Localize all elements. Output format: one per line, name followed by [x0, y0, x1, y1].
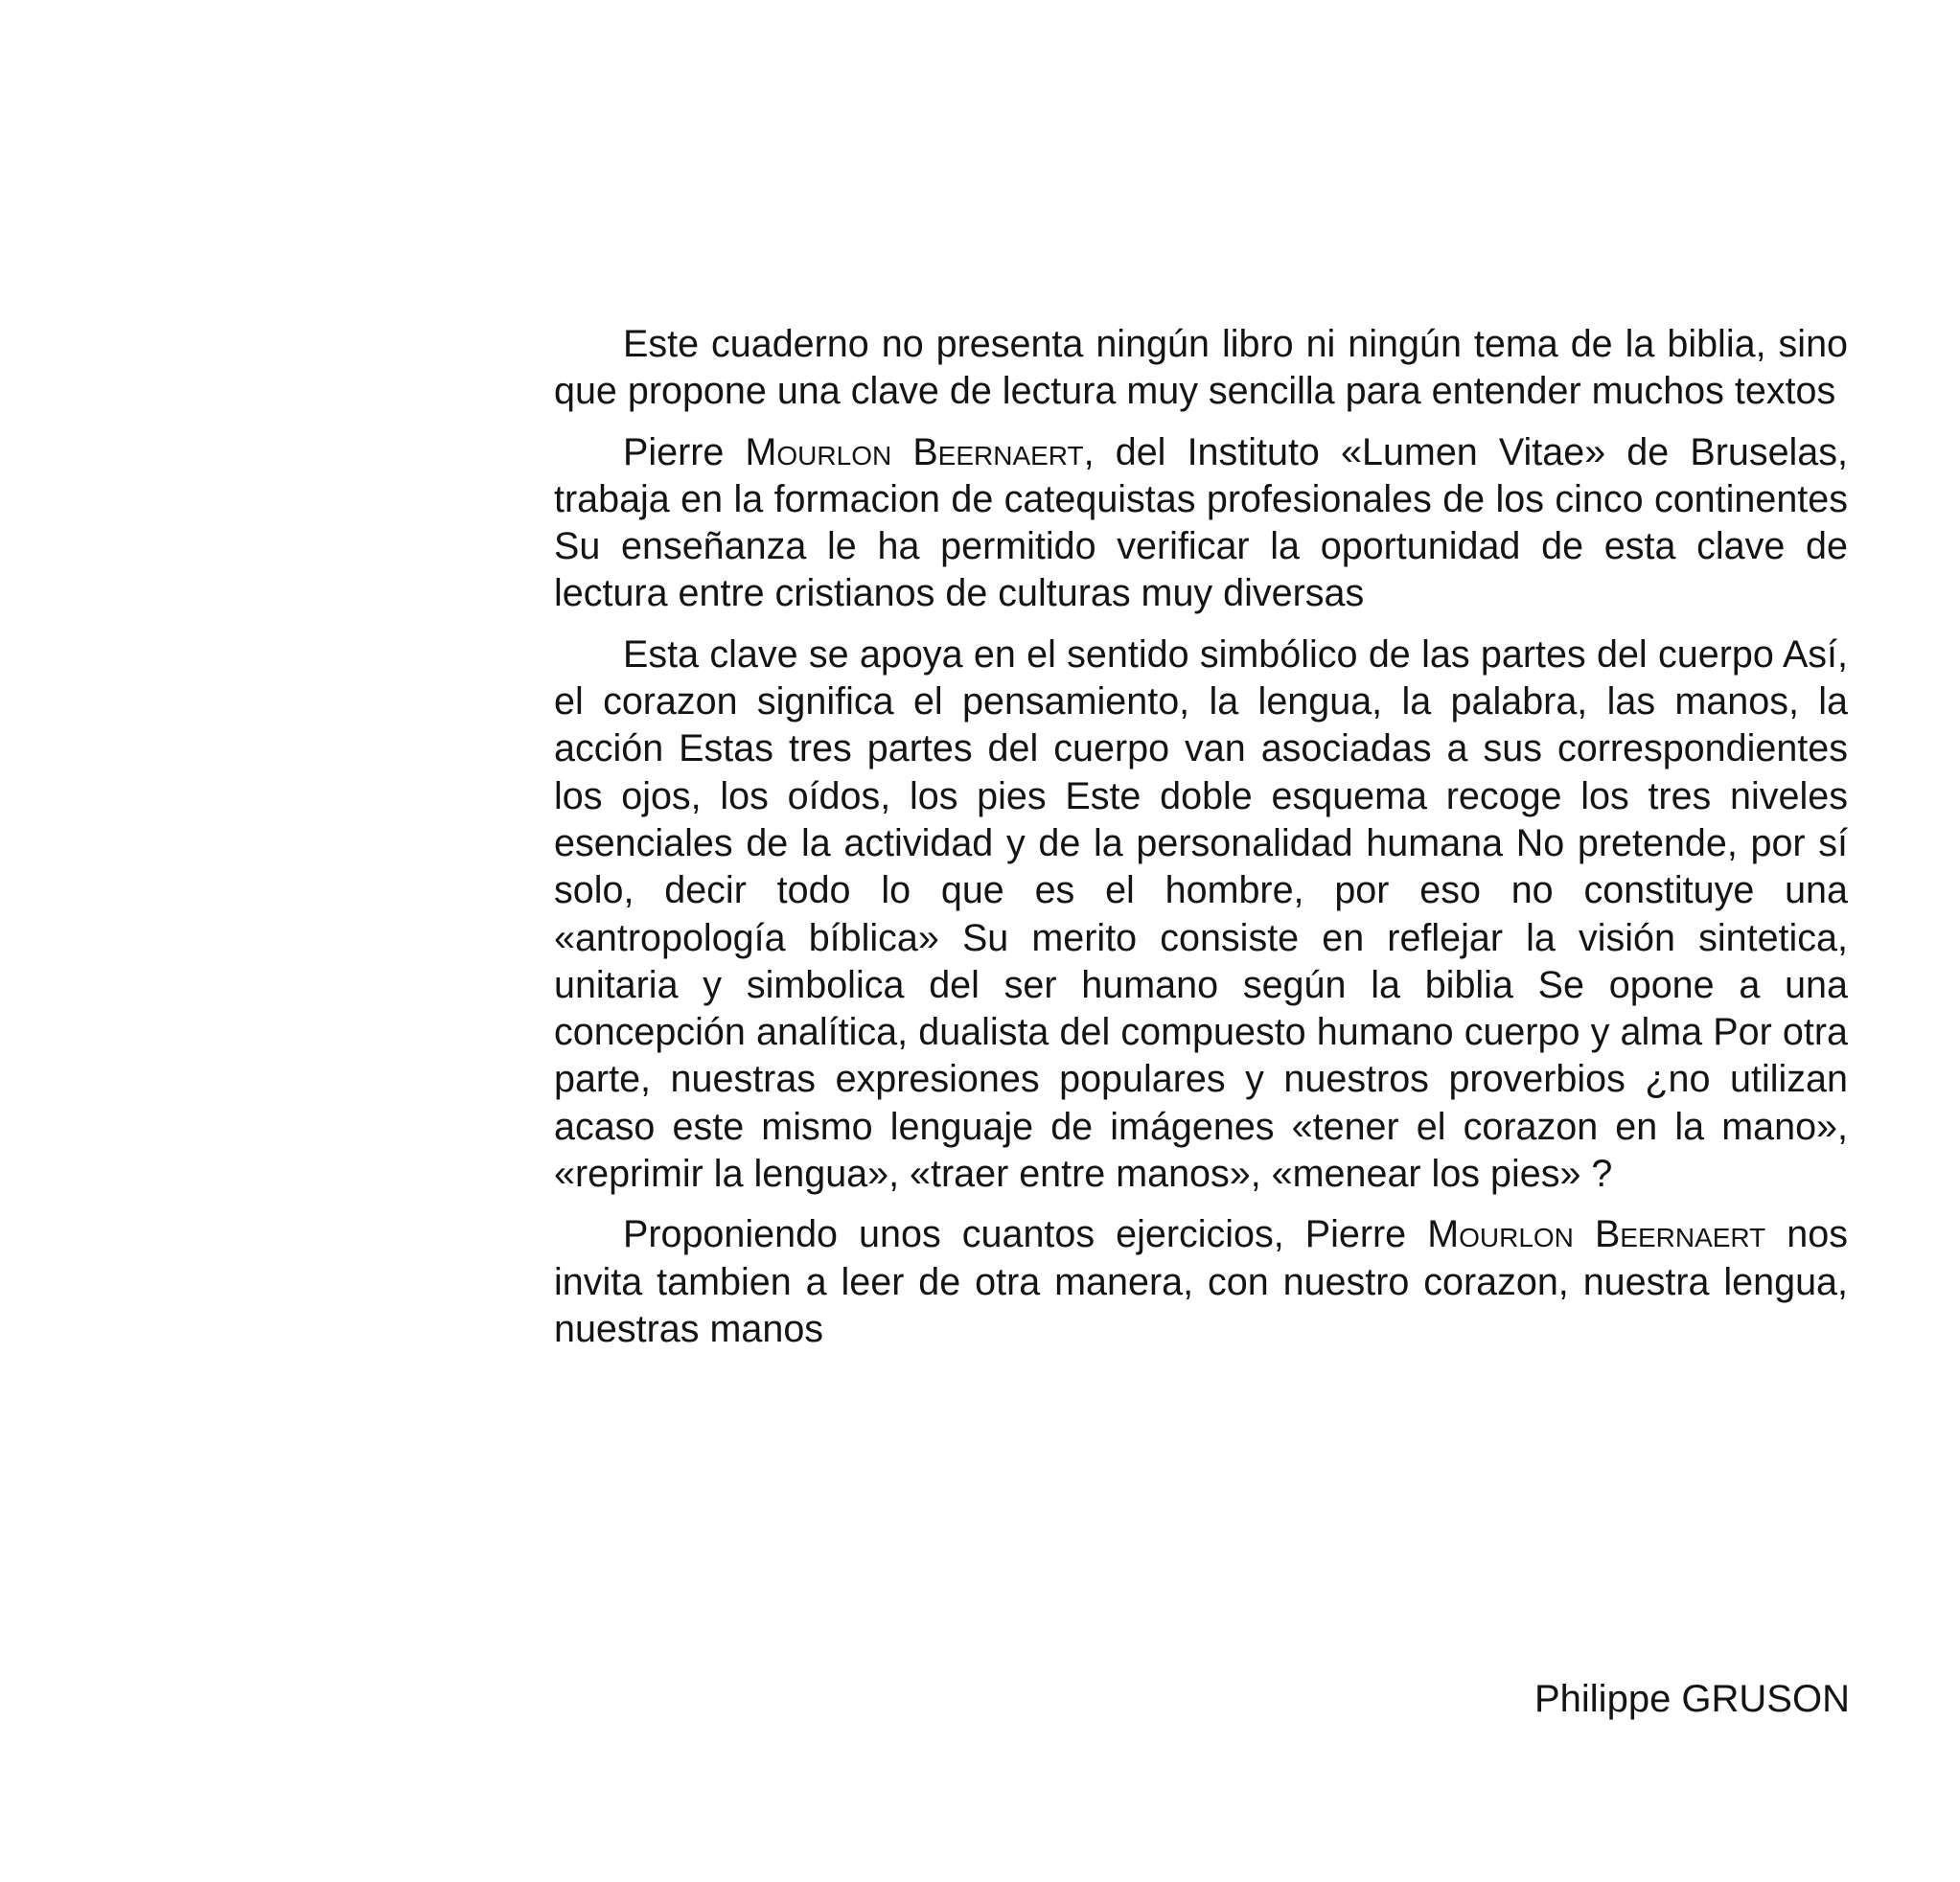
paragraph-intro: Este cuaderno no presenta ningún libro ni ningún tema de la biblia, sino que propone una clave de lectura muy sencilla para entender muchos textos	[554, 323, 1848, 413]
paragraph-reading-key: Esta clave se apoya en el sentido simbólico de las partes del cuerpo Así, el corazon significa el pensamiento, la lengua, la palabra, las manos, la acción Estas tres partes del cuerpo van asociadas a sus correspondientes los ojos, los oídos, los pies Este doble esquema recoge los tres niveles esenciales de la actividad y de la personalidad humana No pretende, por sí solo, decir todo lo que es el hombre, por eso no constituye una «antropología bíblica» Su merito consiste en reflejar la visión sintetica, unitaria y simbolica del ser humano según la biblia Se opone a una concepción analítica, dualista del compuesto humano cuerpo y alma Por otra parte, nuestras expresiones populares y nuestros proverbios ¿no utilizan acaso este mismo lenguaje de imágenes «tener el corazon en la mano», «reprimir la lengua», «traer entre manos», «menear los pies» ?	[554, 632, 1848, 1196]
paragraph-author-bio	[554, 429, 1848, 618]
body-text	[554, 321, 1848, 1366]
author-first-name: Pierre	[623, 430, 725, 473]
author-surname-2: Mourlon Beernaert	[1427, 1213, 1766, 1256]
exercises-lead-text: Proponiendo unos cuantos ejercicios, Pierre	[623, 1213, 1407, 1256]
author-surname: Mourlon Beernaert	[745, 430, 1084, 473]
author-bio-text: , del Instituto «Lumen Vitae» de Bruselas, trabaja en la formacion de catequistas profesionales de los cinco continentes Su enseñanza le ha permitido verificar la oportunidad de esta clave de lectura entre cristianos de culturas muy diversas	[554, 430, 1848, 615]
exercises-rest-text: nos invita tambien a leer de otra manera, con nuestro corazon, nuestra lengua, nuestras manos	[554, 1213, 1848, 1350]
signature: Philippe GRUSON	[1533, 1678, 1850, 1720]
paragraph-exercises	[554, 1211, 1848, 1353]
